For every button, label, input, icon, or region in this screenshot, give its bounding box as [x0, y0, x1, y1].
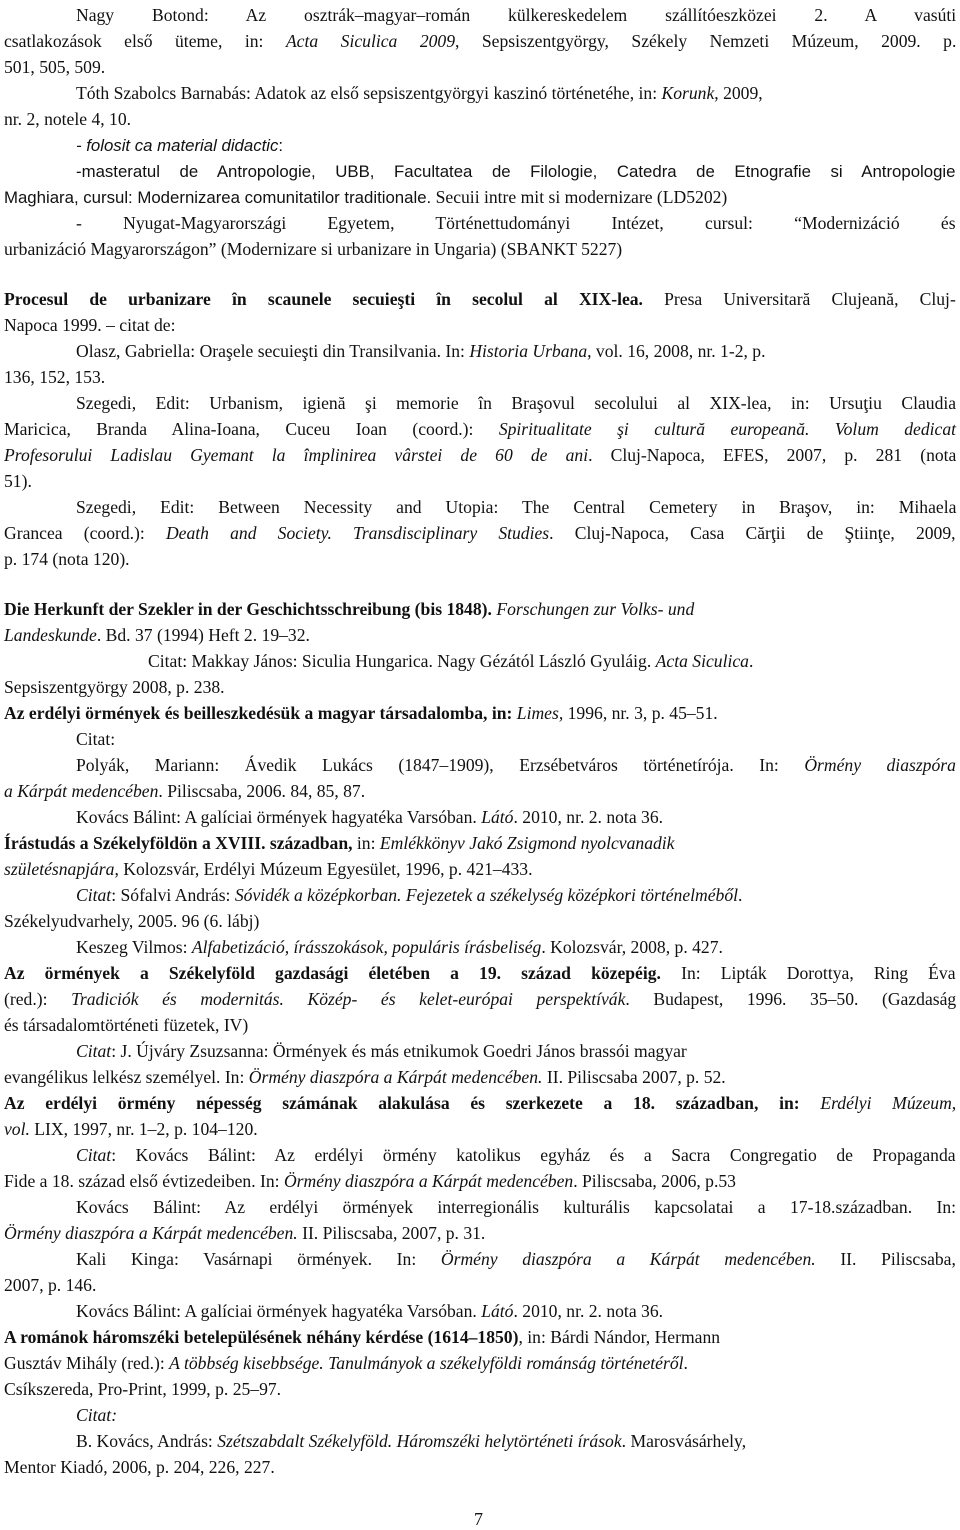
- text-run: Fide a 18. század első évtizedeiben. In:: [4, 1171, 284, 1191]
- text-line: [76, 2, 956, 28]
- text-run: Historia Urbana: [469, 341, 588, 361]
- text-line: [76, 132, 283, 158]
- text-line: [4, 674, 225, 700]
- text-run: Polyák, Mariann: Ávedik Lukács (1847–1909), Erzsébetváros történetírója. In:: [76, 755, 805, 775]
- text-run: Korunk: [661, 83, 715, 103]
- text-run: In: Lipták Dorottya, Ring Éva: [660, 963, 956, 983]
- text-run: Örmény diaszpóra: [804, 755, 956, 775]
- text-run: Citat:: [76, 729, 116, 749]
- text-line: [76, 390, 956, 416]
- text-line: [4, 1168, 736, 1194]
- text-run: Maghiara, cursul: Modernizarea comunitatilor traditionale.: [4, 188, 432, 207]
- text-line: [4, 236, 622, 262]
- text-run: Gusztáv Mihály (red.):: [4, 1353, 170, 1373]
- text-line: [76, 752, 956, 778]
- text-run: Forschungen zur Volks- und: [496, 599, 695, 619]
- text-line: [4, 1376, 281, 1402]
- text-run: A románok háromszéki betelepülésének néhány kérdése (1614–1850): [4, 1327, 519, 1347]
- text-run: Die Herkunft der Szekler in der Geschichtsschreibung (bis 1848).: [4, 599, 492, 619]
- text-run: Nagy Botond: Az osztrák–magyar–román külkereskedelem szállítóeszközei 2. A vasúti: [76, 5, 957, 25]
- text-run: , Sepsiszentgyörgy, Székely Nemzeti Múzeum, 2009. p.: [455, 31, 957, 51]
- text-run: .: [748, 651, 754, 671]
- text-run: Az erdélyi örmények és beilleszkedésük a magyar társadalomba, in:: [4, 703, 517, 723]
- text-run: B. Kovács, András:: [76, 1431, 218, 1451]
- text-run: Örmény diaszpóra a Kárpát medencében.: [4, 1223, 298, 1243]
- text-line: [4, 960, 956, 986]
- text-run: Napoca 1999. – citat de:: [4, 315, 176, 335]
- text-line: [4, 184, 727, 210]
- text-run: Kali Kinga: Vasárnapi örmények. In:: [76, 1249, 441, 1269]
- text-run: Örmény diaszpóra a Kárpát medencében.: [440, 1249, 816, 1269]
- text-run: Citat: [76, 885, 112, 905]
- text-line: [4, 1090, 956, 1116]
- text-run: Szegedi, Edit: Urbanism, igienă şi memorie în Braşovul secolului al XIX-lea, in: Ursuţiu Claudia: [76, 393, 957, 413]
- text-line: [76, 1402, 117, 1428]
- text-line: [4, 520, 956, 546]
- text-run: [809, 419, 834, 439]
- text-run: Szétszabdalt Székelyföld. Háromszéki helytörténeti írások: [217, 1431, 622, 1451]
- text-run: . 2010, nr. 2. nota 36.: [513, 1301, 664, 1321]
- text-run: 501, 505, 509.: [4, 57, 106, 77]
- text-line: [4, 1012, 248, 1038]
- text-line: [4, 1220, 485, 1246]
- text-line: [4, 54, 105, 80]
- text-line: [4, 1064, 726, 1090]
- text-run: II. Piliscsaba, 2007, p. 31.: [297, 1223, 486, 1243]
- text-line: [76, 934, 723, 960]
- text-run: - Nyugat-Magyarországi Egyetem, Történettudományi Intézet, cursul: “Modernizáció és: [76, 213, 956, 233]
- text-run: Citat: Makkay János: Siculia Hungarica. Nagy Gézától László Gyuláig.: [148, 651, 656, 671]
- text-run: : J. Újváry Zsuzsanna: Örmények és más etnikumok Goedri János brassói magyar: [111, 1041, 687, 1061]
- text-run: Secuii intre mit si modernizare (LD5202): [431, 187, 728, 207]
- text-line: [76, 1142, 956, 1168]
- text-run: Olasz, Gabriella: Oraşele secuieşti din Transilvania. In:: [76, 341, 470, 361]
- text-run: .: [683, 1353, 688, 1373]
- text-run: , Kolozsvár, Erdélyi Múzeum Egyesület, 1996, p. 421–433.: [114, 859, 533, 879]
- text-line: [4, 1350, 688, 1376]
- text-run: . Marosvásárhely,: [621, 1431, 747, 1451]
- text-run: Az örmények a Székelyföld gazdasági életében a 19. század közepéig.: [4, 963, 661, 983]
- text-run: urbanizáció Magyarországon” (Modernizare si urbanizare in Ungaria) (SBANKT 5227): [4, 239, 623, 259]
- text-run: . Cluj-Napoca, EFES, 2007, p. 281 (nota: [588, 445, 957, 465]
- text-run: II. Piliscsaba 2007, p. 52.: [542, 1067, 726, 1087]
- text-run: LIX, 1997, nr. 1–2, p. 104–120.: [29, 1119, 258, 1139]
- text-run: a Kárpát medencében: [4, 781, 159, 801]
- text-run: Citat: [76, 1041, 112, 1061]
- text-run: Maricica, Branda Alina-Ioana, Cuceu Ioan (coord.):: [4, 419, 499, 439]
- text-line: [76, 1428, 746, 1454]
- text-line: [76, 882, 742, 908]
- text-run: in:: [352, 833, 380, 853]
- text-run: 51).: [4, 471, 32, 491]
- text-line: [4, 416, 956, 442]
- text-line: [76, 804, 663, 830]
- text-line: [4, 28, 956, 54]
- text-run: születésnapjára: [4, 859, 115, 879]
- text-line: [4, 1454, 275, 1480]
- text-run: evangélikus lelkész személyel. In:: [4, 1067, 249, 1087]
- text-run: Death and Society. Transdisciplinary Studies: [165, 523, 550, 543]
- text-line: [4, 1272, 96, 1298]
- text-run: Grancea (coord.):: [4, 523, 166, 543]
- text-run: Székelyudvarhely, 2005. 96 (6. lábj): [4, 911, 260, 931]
- text-line: [4, 364, 105, 390]
- text-run: Erdélyi Múzeum,: [820, 1093, 957, 1113]
- text-run: 1996, nr. 3, p. 45–51.: [563, 703, 718, 723]
- text-run: Az erdélyi örmény népesség számának alakulása és szerkezete a 18. században, in:: [4, 1093, 800, 1113]
- text-line: [4, 546, 130, 572]
- text-run: .: [738, 885, 743, 905]
- text-line: [76, 338, 766, 364]
- text-run: Tóth Szabolcs Barnabás: Adatok az első sepsiszentgyörgyi kaszinó történetéhe, in:: [76, 83, 662, 103]
- text-line: [76, 726, 115, 752]
- text-run: Acta Siculica: [655, 651, 749, 671]
- text-run: 2007, p. 146.: [4, 1275, 97, 1295]
- text-line: [4, 442, 956, 468]
- text-run: Kovács Bálint: Az erdélyi örmények interregionális kulturális kapcsolatai a 17-18.században. In:: [76, 1197, 957, 1217]
- text-run: Tradiciók és modernitás. Közép- és kelet-európai perspektívák: [71, 989, 626, 1009]
- text-run: p. 174 (nota 120).: [4, 549, 130, 569]
- text-line: [4, 1116, 258, 1142]
- text-run: Örmény diaszpóra a Kárpát medencében.: [248, 1067, 543, 1087]
- text-run: Keszeg Vilmos:: [76, 937, 192, 957]
- text-line: [4, 856, 533, 882]
- text-run: Presa Universitară Clujeană, Cluj-: [642, 289, 956, 309]
- text-run: Citat: [76, 1145, 112, 1165]
- text-line: [76, 80, 763, 106]
- text-line: [4, 312, 175, 338]
- text-run: -masteratul de Antropologie, UBB, Facultatea de Filologie, Catedra de Etnografie si Antropologie: [76, 162, 956, 181]
- text-run: . Bd. 37 (1994) Heft 2. 19–32.: [96, 625, 310, 645]
- text-run: Kovács Bálint: A galíciai örmények hagyatéka Varsóban.: [76, 807, 482, 827]
- text-line: [4, 778, 365, 804]
- text-line: [4, 286, 956, 312]
- text-run: Kovács Bálint: A galíciai örmények hagyatéka Varsóban.: [76, 1301, 482, 1321]
- text-run: [800, 1093, 821, 1113]
- text-run: Látó: [481, 807, 514, 827]
- text-run: Látó: [481, 1301, 514, 1321]
- text-line: [76, 1038, 687, 1064]
- text-run: , 2009,: [714, 83, 763, 103]
- text-run: Írástudás a Székelyföldön a XVIII. században,: [4, 833, 353, 853]
- text-run: . Piliscsaba, 2006, p.53: [573, 1171, 736, 1191]
- text-run: vol.: [4, 1119, 30, 1139]
- text-run: . Cluj-Napoca, Casa Cărţii de Ştiinţe, 2009,: [549, 523, 956, 543]
- text-run: : Kovács Bálint: Az erdélyi örmény katolikus egyház és a Sacra Congregatio de Propaganda: [111, 1145, 956, 1165]
- text-run: . Kolozsvár, 2008, p. 427.: [541, 937, 723, 957]
- text-run: Alfabetizáció, írásszokások, populáris írásbeliség: [191, 937, 542, 957]
- text-run: nr. 2, notele 4, 10.: [4, 109, 132, 129]
- text-run: , vol. 16, 2008, nr. 1-2, p.: [587, 341, 766, 361]
- text-run: 136, 152, 153.: [4, 367, 106, 387]
- text-run: Profesorului Ladislau Gyemant la împlinirea vârstei de 60 de ani: [4, 445, 589, 465]
- text-line: [76, 210, 956, 236]
- text-line: [4, 986, 956, 1012]
- text-run: Szegedi, Edit: Between Necessity and Utopia: The Central Cemetery in Braşov, in: Mihaela: [76, 497, 957, 517]
- text-run: Spiritualitate şi cultură europeană.: [498, 419, 810, 439]
- text-run: és társadalomtörténeti füzetek, IV): [4, 1015, 249, 1035]
- text-run: II. Piliscsaba,: [815, 1249, 956, 1269]
- text-line: [76, 158, 956, 184]
- text-run: Csíkszereda, Pro-Print, 1999, p. 25–97.: [4, 1379, 282, 1399]
- text-run: Volum dedicat: [834, 419, 957, 439]
- text-run: A többség kisebbsége. Tanulmányok a székelyföldi románság történetéről: [169, 1353, 684, 1373]
- text-run: . Piliscsaba, 2006. 84, 85, 87.: [158, 781, 366, 801]
- text-run: Limes,: [516, 703, 564, 723]
- text-line: [4, 908, 259, 934]
- text-line: [4, 622, 310, 648]
- text-run: Landeskunde: [4, 625, 97, 645]
- text-line: [4, 596, 694, 622]
- text-run: Acta Siculica 2009: [285, 31, 456, 51]
- text-line: [4, 1324, 720, 1350]
- text-line: [76, 1246, 956, 1272]
- text-run: , in: Bárdi Nándor, Hermann: [518, 1327, 721, 1347]
- text-run: Sóvidék a középkorban. Fejezetek a székelység középkori történelméből: [234, 885, 739, 905]
- text-run: - folosit ca material didactic: [76, 136, 279, 155]
- text-run: . 2010, nr. 2. nota 36.: [513, 807, 664, 827]
- text-run: csatlakozások első üteme, in:: [4, 31, 286, 51]
- text-line: [4, 468, 32, 494]
- text-run: Citat:: [76, 1405, 118, 1425]
- text-line: [76, 1298, 663, 1324]
- text-line: [4, 830, 674, 856]
- text-run: . Budapest, 1996. 35–50. (Gazdaság: [625, 989, 957, 1009]
- text-run: Mentor Kiadó, 2006, p. 204, 226, 227.: [4, 1457, 275, 1477]
- text-line: [76, 494, 956, 520]
- text-run: (red.):: [4, 989, 72, 1009]
- text-run: Emlékkönyv Jakó Zsigmond nyolcvanadik: [379, 833, 675, 853]
- page-number: 7: [474, 1509, 483, 1529]
- text-line: [76, 1194, 956, 1220]
- text-run: Procesul de urbanizare în scaunele secuieşti în secolul al XIX-lea.: [4, 289, 643, 309]
- text-line: [4, 106, 131, 132]
- text-run: : Sófalvi András:: [111, 885, 235, 905]
- text-run: Sepsiszentgyörgy 2008, p. 238.: [4, 677, 225, 697]
- text-run: Örmény diaszpóra a Kárpát medencében: [283, 1171, 574, 1191]
- text-run: :: [278, 136, 284, 155]
- text-line: [4, 700, 718, 726]
- text-line: [148, 648, 753, 674]
